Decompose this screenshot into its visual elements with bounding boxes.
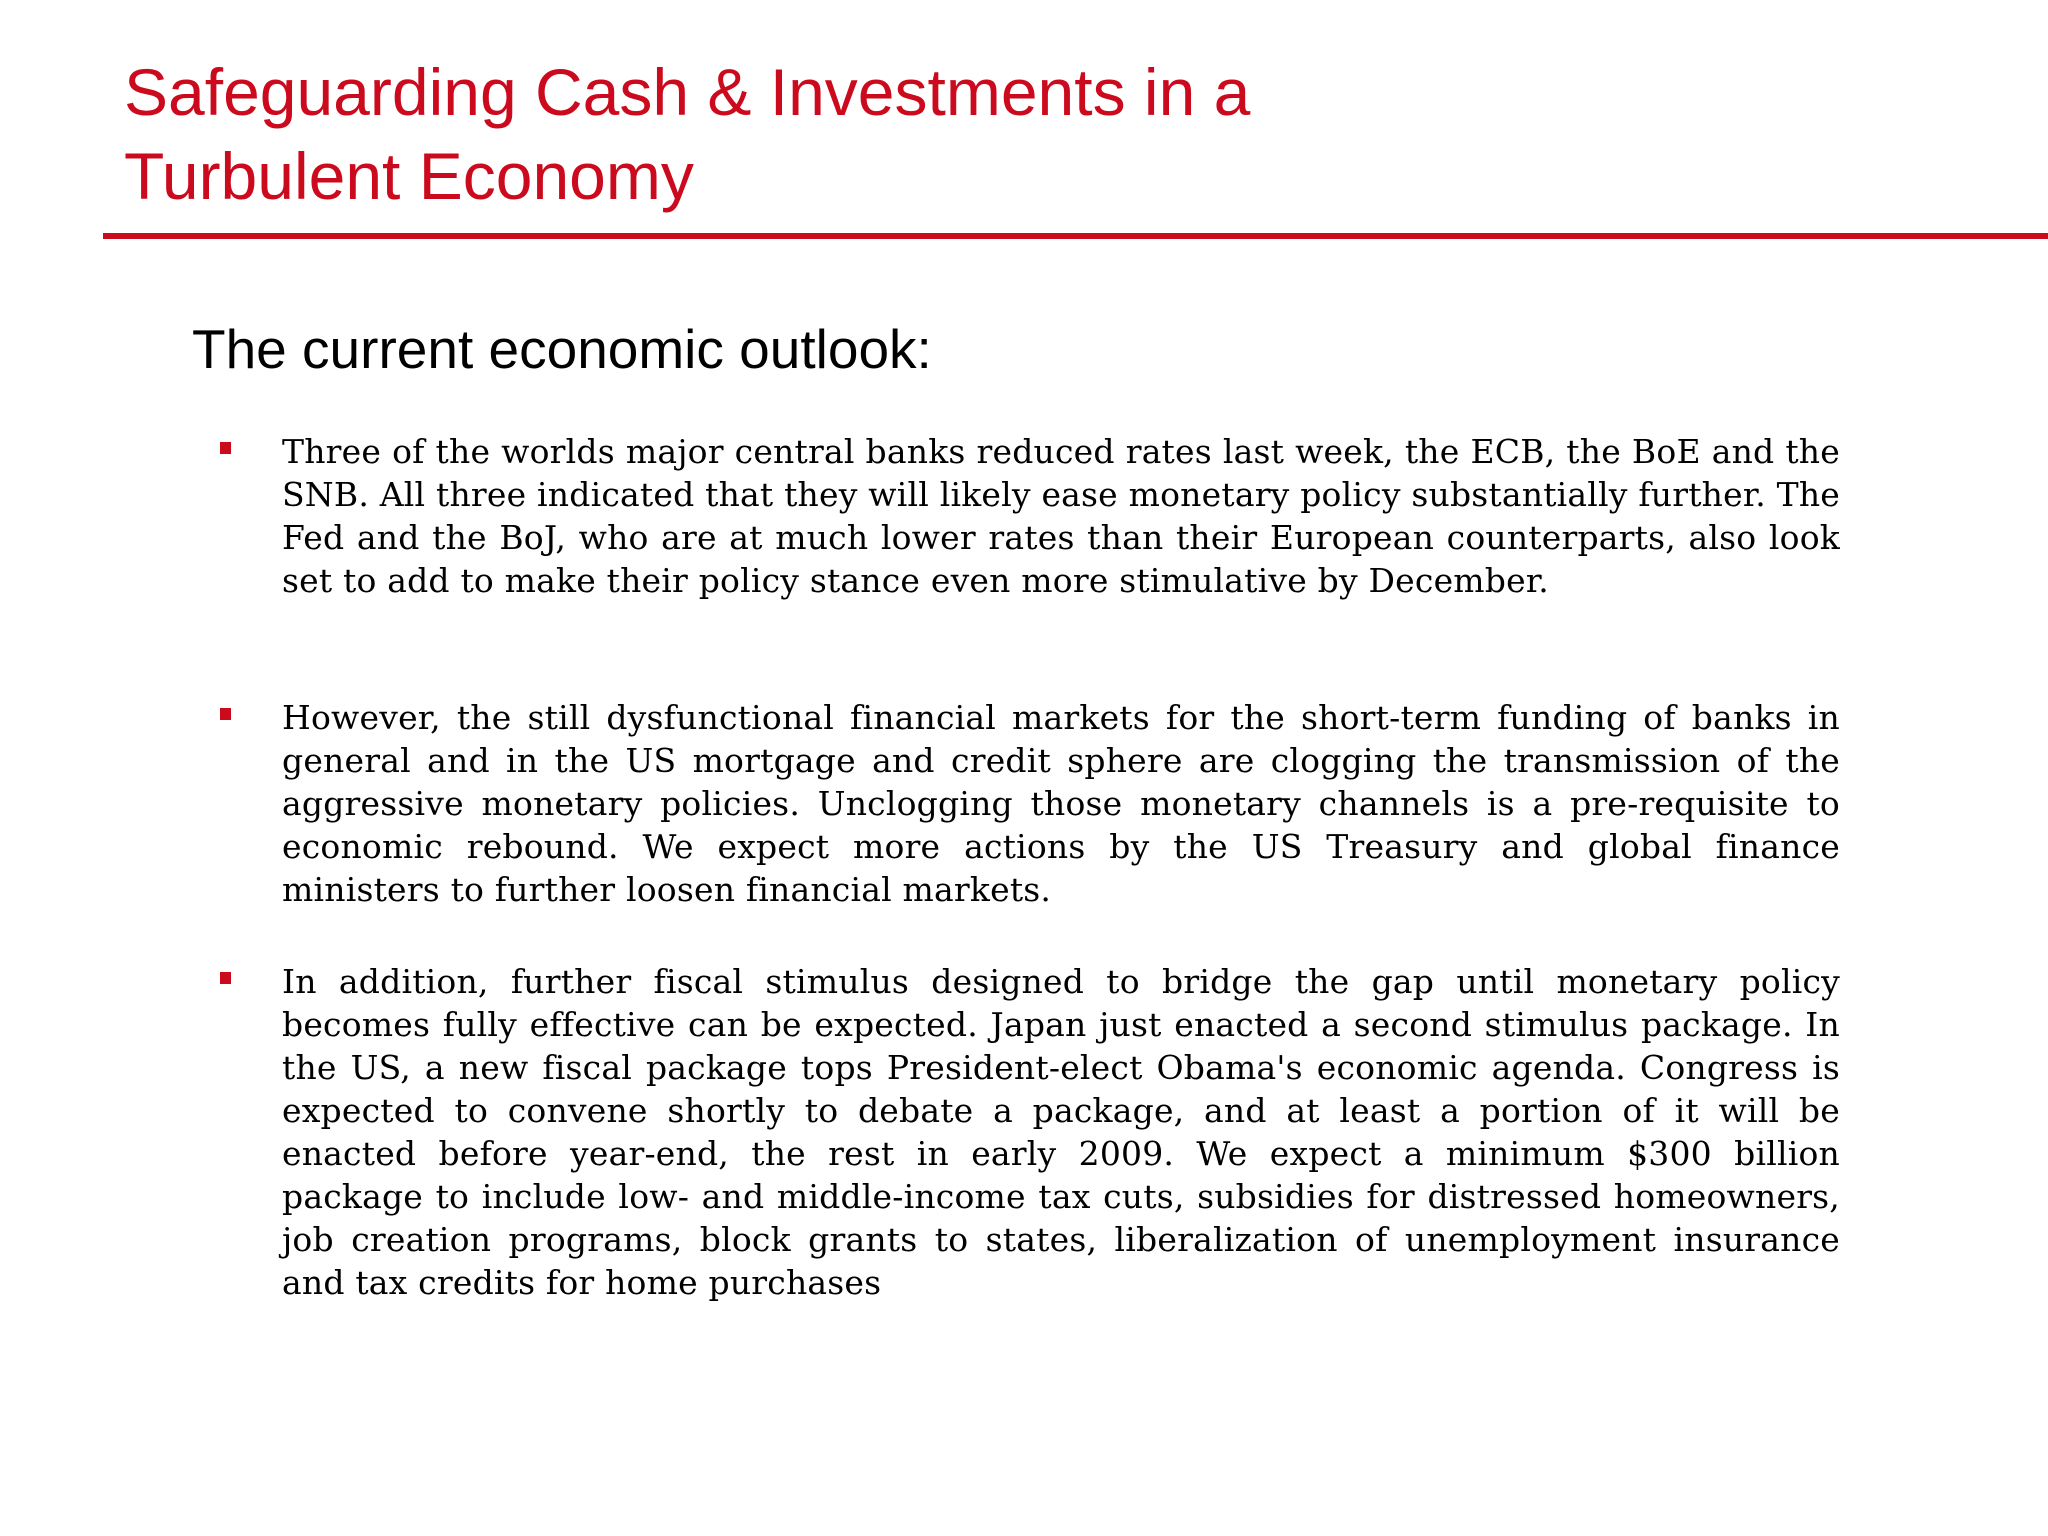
square-bullet-icon [220, 708, 231, 720]
title-divider [103, 233, 2048, 239]
slide-title-line-2: Turbulent Economy [124, 139, 694, 213]
section-heading: The current economic outlook: [192, 318, 932, 380]
slide-title-line-1: Safeguarding Cash & Investments in a [124, 55, 1251, 129]
bullet-text: However, the still dysfunctional financial markets for the short-term funding of banks in general and in the US mortgage and credit sphere are clogging the transmission of the aggressive monetary policies. Unclogging those monetary channels is a pre-requisite to economic rebound. We expect more actions by the US Treasury and global finance ministers to further loosen financial markets. [282, 698, 1840, 909]
bullet-text: In addition, further fiscal stimulus designed to bridge the gap until monetary policy becomes fully effective can be expected. Japan just enacted a second stimulus package. In the US, a new fiscal package tops President-elect Obama's economic agenda. Congress is expected to convene shortly to debate a package, and at least a portion of it will be enacted before year-end, the rest in early 2009. We expect a minimum $300 billion package to include low- and middle-income tax cuts, subsidies for distressed homeowners, job creation programs, block grants to states, liberalization of unemployment insurance and tax credits for home purchases [282, 962, 1840, 1302]
bullet-text: Three of the worlds major central banks reduced rates last week, the ECB, the BoE and the SNB. All three indicated that they will likely ease monetary policy substantially further. The Fed and the BoJ, who are at much lower rates than their European counterparts, also look set to add to make their policy stance even more stimulative by December. [282, 432, 1840, 600]
slide-title [124, 50, 1624, 218]
square-bullet-icon [220, 442, 231, 454]
square-bullet-icon [220, 972, 231, 984]
